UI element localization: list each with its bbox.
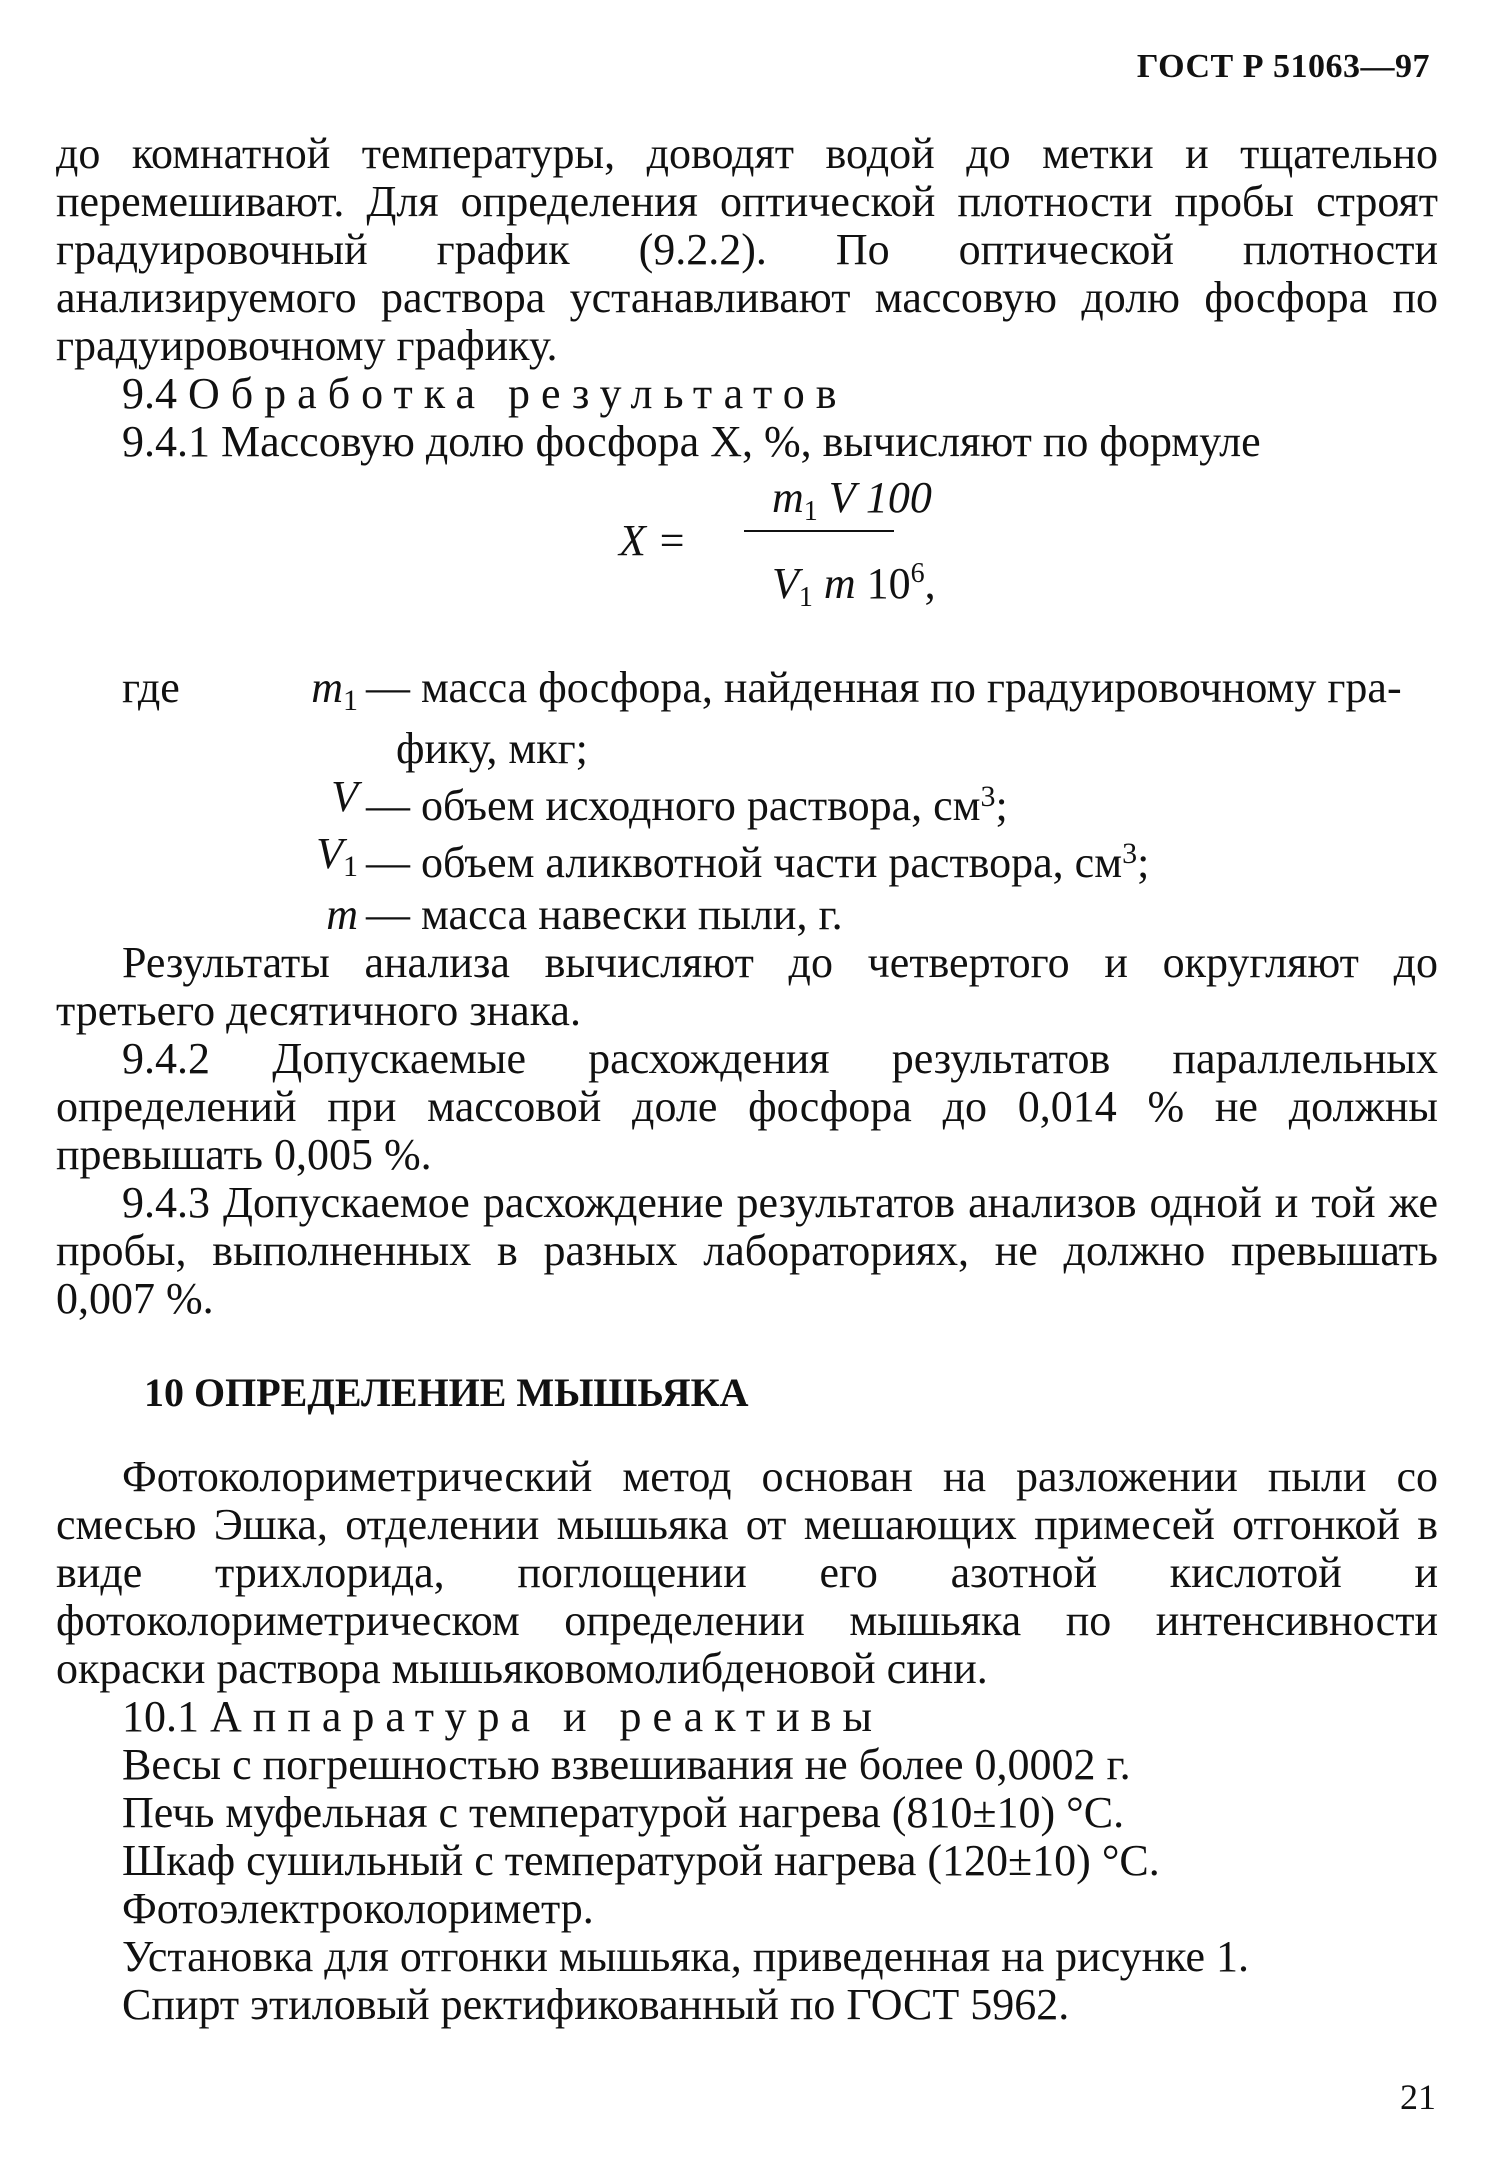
page-number: 21 (1400, 2077, 1436, 2117)
definition-symbol (188, 725, 366, 773)
equipment-item: Установка для отгонки мышьяка, приведенная на рисунке 1. (122, 1932, 1250, 1981)
definition-row (56, 773, 1438, 830)
definition-symbol: $V_1$ (316, 829, 358, 883)
definition-text: — объем аликвотной части раствора, $см^3$; (366, 837, 1150, 887)
paragraph-rounding: Результаты анализа вычисляют до четвертого и округляют до третьего десятичного знака. (56, 938, 1438, 1035)
equipment-item: Фотоэлектроколориметр. (122, 1884, 594, 1933)
page-body (56, 130, 1438, 2029)
definition-row (56, 891, 1438, 939)
definition-row (56, 830, 1438, 891)
definition-row (56, 725, 1438, 773)
section-heading-10: 10 ОПРЕДЕЛЕНИЕ МЫШЬЯКА (144, 1370, 749, 1415)
document-header: ГОСТ Р 51063—97 (1136, 48, 1430, 85)
subsection-title: Аппаратура и реактивы (210, 1692, 884, 1741)
subsection-number: 9.4 (122, 369, 177, 418)
formula-lhs: X = (619, 516, 687, 565)
paragraph-9-4-3: 9.4.3 Допускаемое расхождение результатов анализов одной и той же пробы, выполненных в разных лабораториях, не должно превышать 0,007 %. (56, 1178, 1438, 1323)
fraction-bar (744, 530, 894, 532)
formula (56, 474, 1438, 664)
formula-denominator: $V_1$ m $10^6$, (772, 558, 936, 613)
equipment-item: Весы с погрешностью взвешивания не более 0,0002 г. (122, 1740, 1131, 1789)
equipment-item: Шкаф сушильный с температурой нагрева (120±10) °С. (122, 1836, 1160, 1885)
subsection-heading-10-1 (56, 1693, 1438, 1741)
where-label: где (122, 663, 180, 712)
subsection-number: 10.1 (122, 1692, 199, 1741)
paragraph-9-4-1: 9.4.1 Массовую долю фосфора X, %, вычисляют по формуле (122, 417, 1261, 466)
subsection-title: Обработка результатов (188, 369, 848, 418)
definition-text: — объем исходного раствора, $см^3$; (366, 780, 1008, 830)
definition-symbol: V (331, 772, 358, 821)
definition-text: — масса навески пыли, г. (366, 890, 843, 939)
definition-text: — масса фосфора, найденная по градуировочному гра- (366, 663, 1402, 712)
variable-definitions (56, 664, 1438, 939)
equipment-item: Печь муфельная с температурой нагрева (810±10) °С. (122, 1788, 1125, 1837)
definition-symbol: m (326, 890, 358, 939)
subsection-heading-9-4 (56, 370, 1438, 418)
definition-symbol: $m_1$ (311, 663, 358, 717)
formula-numerator: $m_1$ V 100 (772, 473, 932, 527)
paragraph-continuation: до комнатной температуры, доводят водой до метки и тщательно перемешивают. Для определения оптической плотности пробы строят градуировочный график (9.2.2). По оптической плотности анализируемого раствора устанавливают массовую долю фосфора по градуировочному графику. (56, 129, 1438, 370)
equipment-item: Спирт этиловый ректификованный по ГОСТ 5962. (122, 1980, 1070, 2029)
definition-text: фику, мкг; (396, 724, 588, 773)
definition-row (56, 664, 1438, 725)
paragraph-method-intro: Фотоколориметрический метод основан на разложении пыли со смесью Эшка, отделении мышьяка от мешающих примесей отгонкой в виде трихлорида, поглощении его азотной кислотой и фотоколориметрическом определении мышьяка по интенсивности окраски раствора мышьяковомолибденовой сини. (56, 1452, 1438, 1693)
paragraph-9-4-2: 9.4.2 Допускаемые расхождения результатов параллельных определений при массовой доле фосфора до 0,014 % не должны превышать 0,005 %. (56, 1034, 1438, 1179)
